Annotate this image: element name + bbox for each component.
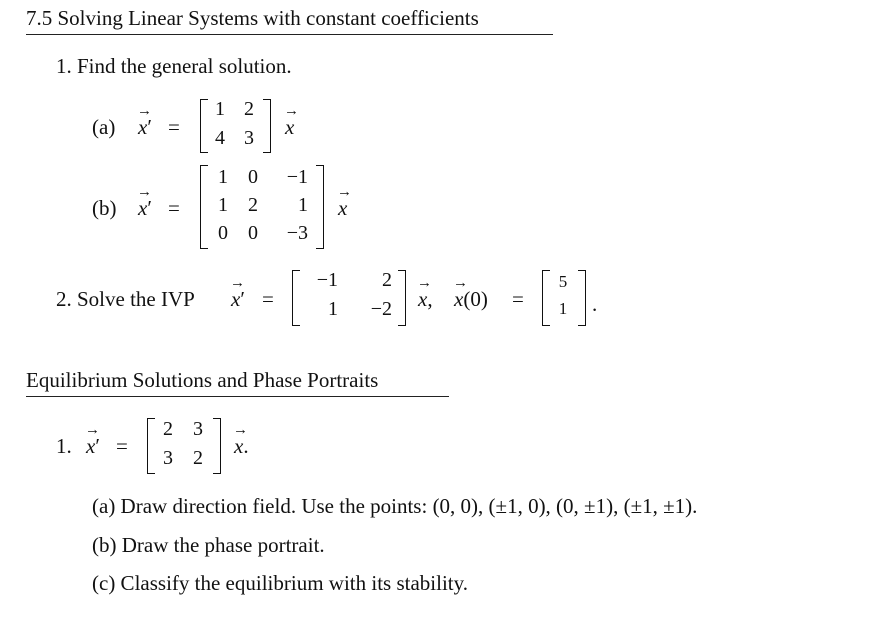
s2-part-c: (c) Classify the equilibrium with its stability. <box>92 571 469 595</box>
s2-problem1-lhs: → x′ <box>85 422 100 458</box>
problem1-label: 1. Find the general solution. <box>56 54 292 78</box>
matrix-cell: 2 <box>382 269 392 291</box>
matrix-cell: 0 <box>218 222 228 244</box>
problem2-lhs: → x′ <box>230 275 245 311</box>
problem1a-label: (a) <box>92 115 116 139</box>
matrix-left-bracket <box>147 418 155 474</box>
vector-arrow-icon: → <box>137 103 152 119</box>
section1-title: 7.5 Solving Linear Systems with constant coefficients <box>26 6 479 30</box>
problem2-ic-lhs: → x(0) <box>453 275 488 311</box>
matrix-cell: −1 <box>286 166 308 188</box>
s2-problem1-label: 1. <box>56 434 72 458</box>
matrix-right-bracket <box>398 270 406 326</box>
vector-arrow-icon: → <box>137 184 152 200</box>
matrix-cell: 2 <box>244 98 254 120</box>
problem1a-equals: = <box>168 115 180 139</box>
matrix-cell: 0 <box>248 222 258 244</box>
matrix-right-bracket <box>263 99 271 153</box>
vector-arrow-icon: → <box>85 422 100 438</box>
s2-problem1-rhs: → x. <box>233 422 249 458</box>
vector-left-bracket <box>542 270 550 326</box>
matrix-cell: 1 <box>215 98 225 120</box>
problem2-rhs: → x, <box>417 275 433 311</box>
section2-underline <box>26 396 449 397</box>
vector-right-bracket <box>578 270 586 326</box>
vector-arrow-icon: → <box>284 103 299 119</box>
section1-underline <box>26 34 553 35</box>
s2-part-a: (a) Draw direction field. Use the points: (0, 0), (±1, 0), (0, ±1), (±1, ±1). <box>92 494 698 518</box>
problem1b-equals: = <box>168 196 180 220</box>
matrix-cell: 2 <box>163 418 173 440</box>
matrix-cell: 4 <box>215 127 225 149</box>
problem2-label: 2. Solve the IVP <box>56 287 195 311</box>
problem2-ic-equals: = <box>512 287 524 311</box>
vector-cell: 1 <box>558 299 568 318</box>
s2-problem1-equals: = <box>116 434 128 458</box>
vector-arrow-icon: → <box>337 184 352 200</box>
matrix-cell: 1 <box>328 298 338 320</box>
matrix-cell: 3 <box>244 127 254 149</box>
matrix-cell: −3 <box>286 222 308 244</box>
matrix-cell: 1 <box>218 194 228 216</box>
matrix-left-bracket <box>200 165 208 249</box>
matrix-cell: 0 <box>248 166 258 188</box>
problem1a-rhs: → x <box>284 103 299 139</box>
matrix-cell: −1 <box>316 269 338 291</box>
matrix-cell: 2 <box>193 447 203 469</box>
matrix-cell: 1 <box>298 194 308 216</box>
matrix-left-bracket <box>200 99 208 153</box>
matrix-left-bracket <box>292 270 300 326</box>
matrix-cell: −2 <box>370 298 392 320</box>
vector-arrow-icon: → <box>453 275 468 291</box>
matrix-cell: 2 <box>248 194 258 216</box>
matrix-cell: 1 <box>218 166 228 188</box>
matrix-right-bracket <box>213 418 221 474</box>
matrix-cell: 3 <box>193 418 203 440</box>
problem2-period: . <box>592 292 598 316</box>
vector-cell: 5 <box>558 272 568 291</box>
vector-arrow-icon: → <box>233 422 248 438</box>
matrix-cell: 3 <box>163 447 173 469</box>
vector-arrow-icon: → <box>417 275 432 291</box>
section2-title: Equilibrium Solutions and Phase Portraits <box>26 368 379 392</box>
problem1b-rhs: → x <box>337 184 352 220</box>
vector-arrow-icon: → <box>230 275 245 291</box>
problem1a-lhs: → x′ <box>137 103 152 139</box>
problem1b-lhs: → x′ <box>137 184 152 220</box>
problem1b-label: (b) <box>92 196 117 220</box>
problem2-equals: = <box>262 287 274 311</box>
matrix-right-bracket <box>316 165 324 249</box>
s2-part-b: (b) Draw the phase portrait. <box>92 533 325 557</box>
